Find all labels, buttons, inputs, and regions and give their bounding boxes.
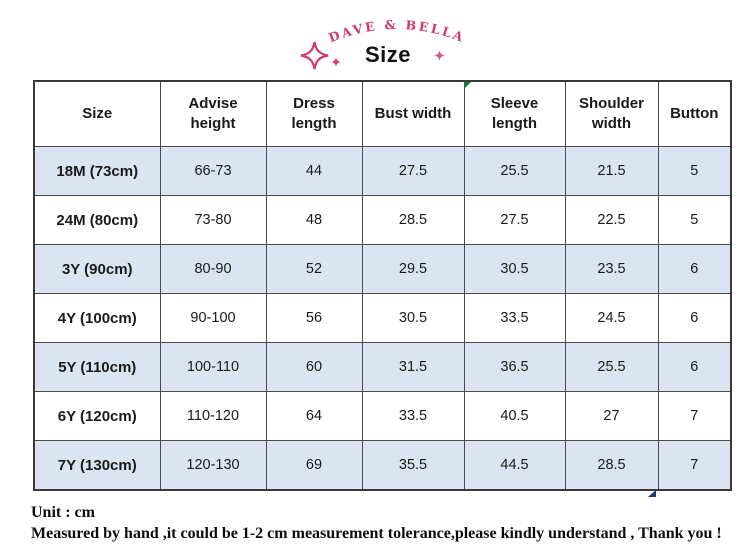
value-cell: 48 [266,196,362,245]
footer-notes [31,502,743,544]
value-cell: 21.5 [565,147,658,196]
value-cell: 25.5 [464,147,565,196]
size-cell: 3Y (90cm) [34,245,160,294]
value-cell: 60 [266,343,362,392]
value-cell: 36.5 [464,343,565,392]
value-cell: 31.5 [362,343,464,392]
value-cell: 25.5 [565,343,658,392]
table-row-4y [34,294,731,343]
value-cell: 90-100 [160,294,266,343]
value-cell: 28.5 [362,196,464,245]
value-cell: 5 [658,196,731,245]
value-cell: 80-90 [160,245,266,294]
value-cell: 35.5 [362,441,464,491]
value-cell: 69 [266,441,362,491]
value-cell: 27.5 [464,196,565,245]
unit-note: Unit : cm [31,504,95,521]
size-cell: 18M (73cm) [34,147,160,196]
value-cell: 73-80 [160,196,266,245]
value-cell: 23.5 [565,245,658,294]
table-row-18m [34,147,731,196]
column-header-advise-height: Advise height [160,81,266,147]
value-cell: 27.5 [362,147,464,196]
value-cell: 44.5 [464,441,565,491]
value-cell: 40.5 [464,392,565,441]
sparkle-star-right-icon [434,50,445,61]
sparkle-star-outline-icon [300,41,329,70]
value-cell: 33.5 [464,294,565,343]
value-cell: 6 [658,245,731,294]
size-cell: 4Y (100cm) [34,294,160,343]
table-row-24m [34,196,731,245]
value-cell: 56 [266,294,362,343]
value-cell: 7 [658,392,731,441]
green-corner-marker-icon [464,82,471,89]
value-cell: 29.5 [362,245,464,294]
value-cell: 27 [565,392,658,441]
value-cell: 22.5 [565,196,658,245]
value-cell: 33.5 [362,392,464,441]
value-cell: 6 [658,343,731,392]
navy-corner-marker-icon [648,490,656,497]
column-header-bust-width: Bust width [362,81,464,147]
size-cell: 6Y (120cm) [34,392,160,441]
value-cell: 5 [658,147,731,196]
value-cell: 24.5 [565,294,658,343]
brand-name-text: DAVE & BELLA [326,16,468,46]
page-title: Size [364,42,412,67]
column-header-button: Button [658,81,731,147]
table-row-3y [34,245,731,294]
table-row-5y [34,343,731,392]
table-row-6y [34,392,731,441]
value-cell: 6 [658,294,731,343]
value-cell: 100-110 [160,343,266,392]
value-cell: 66-73 [160,147,266,196]
column-header-shoulder-width: Shoulder width [565,81,658,147]
value-cell: 30.5 [362,294,464,343]
value-cell: 7 [658,441,731,491]
value-cell: 30.5 [464,245,565,294]
value-cell: 120-130 [160,441,266,491]
size-chart-table [33,80,732,491]
table-row-7y [34,441,731,491]
size-cell: 5Y (110cm) [34,343,160,392]
value-cell: 110-120 [160,392,266,441]
size-cell: 7Y (130cm) [34,441,160,491]
column-header-size: Size [34,81,160,147]
size-cell: 24M (80cm) [34,196,160,245]
value-cell: 64 [266,392,362,441]
table-header-row [34,81,731,147]
value-cell: 28.5 [565,441,658,491]
column-header-sleeve-length: Sleeve length [464,81,565,147]
column-header-dress-length: Dress length [266,81,362,147]
value-cell: 44 [266,147,362,196]
sparkle-star-small-icon [331,57,341,67]
tolerance-note: Measured by hand ,it could be 1-2 cm measurement tolerance,please kindly understand , Thank you ! [31,525,722,542]
value-cell: 52 [266,245,362,294]
